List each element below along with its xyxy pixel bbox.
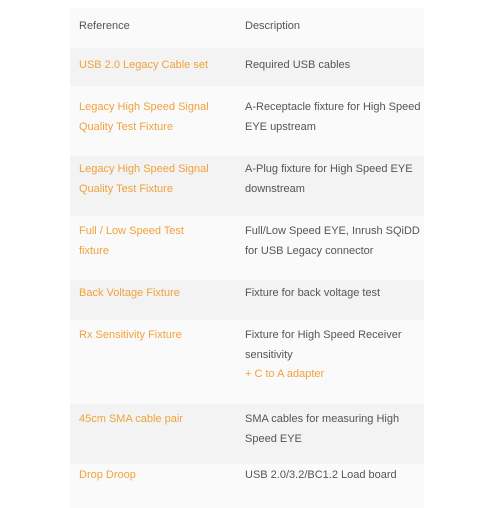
table-header — [70, 12, 424, 42]
table-row — [70, 280, 424, 320]
description-text: USB 2.0/3.2/BC1.2 Load board — [245, 469, 397, 481]
table-row — [70, 322, 424, 402]
header-reference: Reference — [79, 20, 130, 32]
table-row — [70, 94, 424, 150]
reference-link[interactable]: 45cm SMA cable pair — [79, 413, 183, 425]
reference-table — [70, 8, 424, 508]
header-description: Description — [245, 20, 301, 32]
description-text: Fixture for back voltage test — [245, 287, 381, 299]
description-text: Full/Low Speed EYE, Inrush SQiDD for USB Legacy connector — [245, 225, 420, 257]
description-text: Fixture for High Speed Receiver sensitivity + C to A adapter — [245, 326, 402, 385]
reference-link[interactable]: Legacy High Speed Signal Quality Test Fixture — [79, 163, 209, 195]
reference-link[interactable]: Full / Low Speed Test fixture — [79, 225, 184, 257]
table-row — [70, 218, 424, 278]
description-text: A-Plug fixture for High Speed EYE downstream — [245, 163, 413, 195]
reference-link[interactable]: Legacy High Speed Signal Quality Test Fixture — [79, 101, 209, 133]
description-text: A-Receptacle fixture for High Speed EYE upstream — [245, 101, 421, 133]
adapter-link[interactable]: + C to A adapter — [245, 368, 325, 380]
reference-link[interactable]: Back Voltage Fixture — [79, 287, 180, 299]
table-row — [70, 466, 424, 500]
table-row — [70, 156, 424, 216]
table-row — [70, 404, 424, 464]
reference-link[interactable]: USB 2.0 Legacy Cable set — [79, 59, 209, 71]
reference-link[interactable]: Rx Sensitivity Fixture — [79, 329, 182, 341]
table-row — [70, 48, 424, 86]
description-text: SMA cables for measuring High Speed EYE — [245, 413, 400, 445]
reference-link[interactable]: Drop Droop — [79, 469, 136, 481]
description-text: Required USB cables — [245, 59, 351, 71]
